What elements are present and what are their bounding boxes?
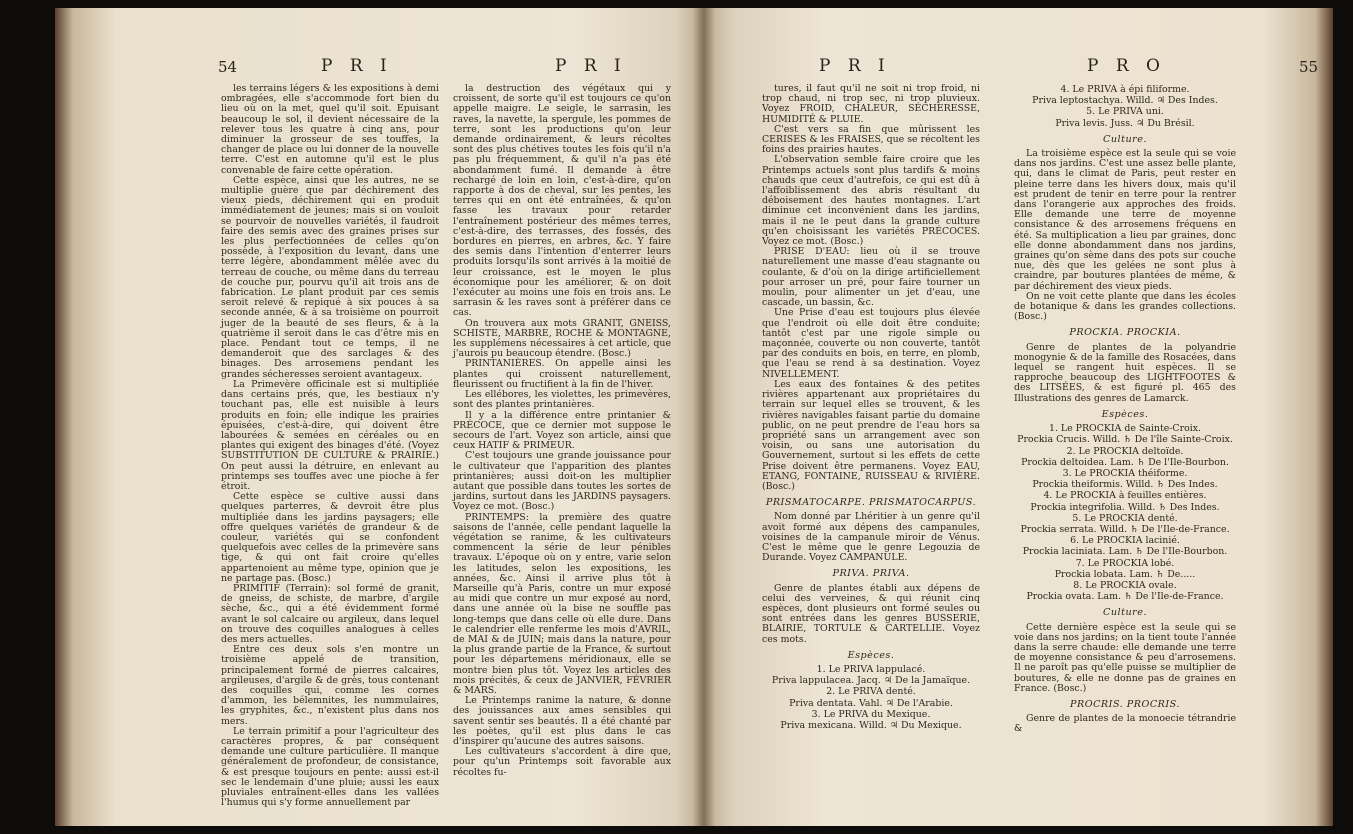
paragraph: La troisième espèce est la seule qui se voie dans nos jardins. C'est une assez belle plante, qui, dans le climat de Paris, peut rester en pleine terre dans les hivers doux, mais qu'il est prudent de tenir en terre pour la rentrer dans l'orangerie aux approches des froids. Elle demande une terre de moyenne consistance & des arrosemens fréquens en été. Sa multiplication a lieu par graines, donc elle donne abondamment dans nos jardins, graines qu'on sème dans des pots sur couche nue, dès que les gelées ne sont plus à craindre, par boutures plantées de même, & par déchirement des vieux pieds.	[1014, 148, 1236, 292]
paragraph: Genre de plantes de la polyandrie monogynie & de la famille des Rosacées, dans lequel se rangent huit espèces. Il se rapproche beaucoup des LIGHTFOOTES & des LITSÉES, & est figuré pl. 465 des Illustrations des genres de Lamarck.	[1014, 341, 1236, 404]
paragraph: Priva lappulacea. Jacq. ♃ De la Jamaïque.	[771, 675, 971, 687]
section-heading: Culture.	[1103, 133, 1147, 145]
paragraph: Les ellébores, les violettes, les primevères, sont des plantes printanières.	[453, 389, 671, 411]
section-heading: Culture.	[1103, 607, 1147, 619]
paragraph: Prockia integrifolia. Willd. ♄ Des Indes.	[1030, 501, 1220, 513]
paragraph: La Primevère officinale est si multipliée dans certains prés, que, les bestiaux n'y touchant pas, elle est nuisible à leurs produits en foin; elle indique les prairies épuisées, c'est-à-dire, qui doivent être labourées & semées en céréales ou en plantes qui exigent des binages d'été. (Voyez SUBSTITUTION DE CULTURE & PRAIRIE.) On peut aussi la détruire, en enlevant au printemps ses touffes avec une pioche à fer étroit.	[221, 378, 439, 492]
paragraph: les terrains légers & les expositions à demi ombragées, elle s'accommode fort bien du lieu où on la met, quel qu'il soit. Epuisant beaucoup le sol, il devient nécessaire de la relever tous les quatre à cinq ans, pour diminuer la grosseur de ses touffes, la changer de place ou lui donner de la nouvelle terre. C'est en automne qu'il est le plus convenable de faire cette opération.	[221, 83, 439, 176]
paragraph: 8. Le PROCKIA ovale.	[1073, 579, 1177, 591]
paragraph: Le terrain primitif a pour l'agriculteur des caractères propres, & par conséquent demande une culture particulière. Il manque généralement de profondeur, de consistance, & est presque toujours en pente: aussi est-il sec le lendemain d'une pluie; aussi les eaux pluviales entraînent-elles dans les vallées l'humus qui s'y forme annuellement par	[221, 725, 439, 809]
running-head-left-1: P R I	[321, 56, 393, 76]
paragraph: 2. Le PROCKIA deltoïde.	[1066, 445, 1184, 457]
paragraph: 1. Le PROCKIA de Sainte-Croix.	[1049, 423, 1201, 435]
paragraph: PRIMITIF (Terrain): sol formé de granit, de gneiss, de schiste, de marbre, d'argile sèche, &c., qui a été évidemment formé avant le sol calcaire ou argileux, dans lequel on trouve des coquilles analogues à celles des mers actuelles.	[221, 582, 439, 645]
paragraph: Nom donné par Lhéritier à un genre qu'il avoit formé aux dépens des campanules, voisines de la campanule miroir de Vénus. C'est le même que le genre Legouzia de Durande. Voyez CAMPANULE.	[762, 511, 980, 564]
paragraph: Les cultivateurs s'accordent à dire que, pour qu'un Printemps soit favorable aux récoltes fu-	[453, 746, 671, 778]
open-book	[55, 8, 1333, 826]
paragraph: 5. Le PROCKIA denté.	[1072, 512, 1178, 524]
paragraph: 3. Le PROCKIA théiforme.	[1062, 467, 1188, 479]
running-head-right-1: P R I	[819, 56, 891, 76]
section-heading: Espèces.	[1101, 408, 1149, 420]
paragraph: PRINTANIÈRES. On appelle ainsi les plantes qui croissent naturellement, fleurissent ou fructifient à la fin de l'hiver.	[453, 358, 671, 390]
left-column-2	[453, 84, 671, 778]
paragraph: 4. Le PRIVA à épi filiforme.	[1060, 84, 1190, 95]
paragraph: L'observation semble faire croire que les Printemps actuels sont plus tardifs & moins chauds que ceux d'autrefois, ce qui est dû à l'affoiblissement des abris résultant du déboisement des hautes montagnes. L'art diminue cet inconvénient dans les jardins, mais il ne le peut dans la grande culture qu'en choisissant les variétés PRÉCOCES. Voyez ce mot. (Bosc.)	[762, 154, 980, 248]
paragraph: C'est toujours une grande jouissance pour le cultivateur que l'apparition des plantes printanières; aussi doit-on les multiplier autant que possible dans toutes les sortes de jardins, surtout dans les JARDINS paysagers. Voyez ce mot. (Bosc.)	[453, 450, 671, 513]
paragraph: 7. Le PROCKIA lobé.	[1075, 557, 1175, 569]
paragraph: On trouvera aux mots GRANIT, GNEISS, SCHISTE, MARBRE, ROCHE & MONTAGNE, les supplémens nécessaires à cet article, que j'aurois pu beaucoup étendre. (Bosc.)	[453, 317, 671, 360]
running-head-right-2: P R O	[1087, 56, 1166, 76]
paragraph: Prockia lobata. Lam. ♄ De.....	[1054, 568, 1196, 580]
paragraph: Une Prise d'eau est toujours plus élevée que l'endroit où elle doit être conduite; tantôt c'est par une rigole simple ou maçonnée, couverte ou non couverte, tantôt par des conduits en bois, en terre, en plomb, que l'eau se rend à sa destination. Voyez NIVELLEMENT.	[762, 307, 980, 380]
paragraph: Prockia theiformis. Willd. ♄ Des Indes.	[1032, 479, 1218, 491]
paragraph: PRISE D'EAU: lieu où il se trouve naturellement une masse d'eau stagnante ou coulante, & d'où on la dirige artificiellement pour arroser un pré, pour faire tourner un moulin, pour alimenter un jet d'eau, une cascade, un bassin, &c.	[762, 246, 980, 309]
right-page	[703, 8, 1333, 826]
page-number-left: 54	[218, 58, 238, 76]
paragraph: Priva leptostachya. Willd. ♃ Des Indes.	[1032, 95, 1218, 107]
page-number-right: 55	[1299, 58, 1319, 76]
paragraph: Prockia Crucis. Willd. ♄ De l'île Sainte-Croix.	[1017, 434, 1233, 446]
left-page	[55, 8, 703, 826]
paragraph: 2. Le PRIVA denté.	[826, 686, 916, 698]
paragraph: 3. Le PRIVA du Mexique.	[811, 708, 931, 720]
book-gutter	[693, 8, 715, 826]
paragraph: C'est vers sa fin que mûrissent les CERISES & les FRAISES, que se récoltent les foins des prairies hautes.	[762, 123, 980, 156]
paragraph: Genre de plantes établi aux dépens de celui des verveines, & qui réunit cinq espèces, dont plusieurs ont formé seules ou sont entrées dans les genres BUSSERIE, BLAIRIE, TORTULE & CARTELLIE. Voyez ces mots.	[762, 582, 980, 645]
paragraph: PRINTEMPS: la première des quatre saisons de l'année, celle pendant laquelle la végétation se ranime, & les cultivateurs commencent la série de leur pénibles travaux. L'époque où on y entre, varie selon les latitudes, selon les expositions, les années, &c. Ainsi il arrive plus tôt à Marseille qu'à Paris, contre un mur exposé au midi que contre un mur exposé au nord, dans une année où la bise ne souffle pas long-temps que dans celle où elle dure. Dans le calendrier elle renferme les mois d'AVRIL, de MAI & de JUIN; mais dans la nature, pour la plus grande partie de la France, & surtout pour les départemens méridionaux, elle se montre bien plus tôt. Voyez les articles des mois précités, & ceux de JANVIER, FÉVRIER & MARS.	[453, 511, 671, 696]
paragraph: 1. Le PRIVA lappulacé.	[816, 663, 926, 675]
running-head-left-2: P R I	[555, 56, 627, 76]
paragraph: Il y a la différence entre printanier & PRÉCOCE, que ce dernier mot suppose le secours de l'art. Voyez son article, ainsi que ceux HATIF & PRIMEUR.	[453, 409, 671, 452]
paragraph: On ne voit cette plante que dans les écoles de botanique & dans les grandes collections. (Bosc.)	[1014, 290, 1236, 323]
paragraph: 4. Le PROCKIA à feuilles entières.	[1043, 490, 1207, 502]
paragraph: 5. Le PRIVA uni.	[1086, 106, 1164, 118]
paragraph: Prockia serrata. Willd. ♄ De l'Ile-de-France.	[1020, 523, 1230, 535]
paragraph: Cette espèce, ainsi que les autres, ne se multiplie guère que par déchirement des vieux pieds, déchirement qui en produit immédiatement de jeunes; mais si on vouloit se pourvoir de nouvelles variétés, il faudroit faire des semis avec des graines prises sur les plus perfectionnées de celles qu'on possède, à l'exposition du levant, dans une terre légère, abondamment mêlée avec du terreau de couche, ou même dans du terreau de couche pur, pourvu qu'il ait trois ans de fabrication. Le plant produit par ces semis seroit relevé & repiqué à six pouces à sa seconde année, & à sa troisième on pourroit juger de la beauté de ses fleurs, & à la quatrième il seroit dans le cas d'être mis en place. Pendant tout ce temps, il ne demanderoit que des sarclages & des binages. Des arrosemens pendant les grandes sécheresses seroient avantageux.	[221, 174, 439, 380]
right-column-1	[762, 84, 980, 732]
section-heading: PROCKIA. PROCKIA.	[1069, 327, 1181, 339]
paragraph: Prockia ovata. Lam. ♄ De l'Ile-de-France.	[1026, 591, 1224, 603]
right-column-2	[1014, 84, 1236, 735]
paragraph: Genre de plantes de la monoecie tétrandrie &	[1014, 713, 1236, 735]
paragraph: Prockia laciniata. Lam. ♄ De l'Ile-Bourbon.	[1022, 546, 1228, 558]
section-heading: PRIVA. PRIVA.	[832, 568, 910, 580]
paragraph: Le Printemps ranime la nature, & donne des jouissances aux ames sensibles qui savent sentir ses beautés. Il a été chanté par les poètes, qu'il est plus dans le cas d'inspirer qu'aucune des autres saisons.	[453, 695, 671, 747]
paragraph: Entre ces deux sols s'en montre un troisième appelé de transition, principalement formé de pierres calcaires, argileuses, d'argile & de grès, tous contenant des coquilles qui, comme les cornes d'ammon, les bélemnites, les nummulaires, les gryphites, &c., n'existent plus dans nos mers.	[221, 644, 439, 727]
paragraph: Priva dentata. Vahl. ♃ De l'Arabie.	[789, 697, 953, 709]
paragraph: Cette espèce se cultive aussi dans quelques parterres, & devroit être plus multipliée dans les jardins paysagers; elle offre quelques variétés de grandeur & de couleur, variétés qui se confondent quelquefois avec celles de la primevère sans tige, & qui ont fait croire qu'elles appartenoient au même type, opinion que je ne partage pas. (Bosc.)	[221, 491, 439, 584]
section-heading: PRISMATOCARPE. PRISMATOCARPUS.	[765, 497, 977, 509]
paragraph: 6. Le PROCKIA lacinié.	[1070, 535, 1180, 547]
paragraph: Priva levis. Juss. ♃ Du Brésil.	[1055, 117, 1195, 129]
paragraph: la destruction des végétaux qui y croissent, de sorte qu'il est toujours ce qu'on appelle maigre. Le seigle, le sarrasin, les raves, la navette, la spergule, les pommes de terre, sont les productions qu'on leur demande ordinairement, & leurs récoltes sont des plus chétives toutes les fois qu'il n'a pas plu fréquemment, & qu'il n'a pas été abondamment fumé. Il demande à être rechargé de loin en loin, c'est-à-dire, qu'on rapporte à dos de cheval, sur les pentes, les terres qui en ont été entraînées, & qu'on fasse les travaux pour retarder l'entraînement postérieur des mêmes terres, c'est-à-dire, des terrasses, des fossés, des bordures en pierres, en arbres, &c. Y faire des semis dans l'intention d'enterrer leurs produits lorsqu'ils sont arrivés à la moitié de leur croissance, est le moyen le plus économique pour les améliorer, & on doit l'exécuter au moins une fois en trois ans. Le sarrasin & les raves sont à préférer dans ce cas.	[453, 83, 671, 319]
paragraph: Cette dernière espèce est la seule qui se voie dans nos jardins; on la tient toute l'année dans la serre chaude: elle demande une terre de moyenne consistance & peu d'arrosemens. Il ne paroît pas qu'elle puisse se multiplier de boutures, & elle ne donne pas de graines en France. (Bosc.)	[1014, 621, 1236, 694]
paragraph: Prockia deltoidea. Lam. ♄ De l'Ile-Bourbon.	[1021, 456, 1229, 468]
section-heading: PROCRIS. PROCRIS.	[1070, 698, 1180, 710]
paragraph: Les eaux des fontaines & des petites rivières appartenant aux propriétaires du terrain sur lequel elles se trouvent, & les rivières navigables faisant partie du domaine public, on ne peut prendre de l'eau hors sa propriété sans un arrangement avec son voisin, ou sans une autorisation du Gouvernement, surtout si les effets de cette Prise doivent être permanens. Voyez EAU, ETANG, FONTAINE, RUISSEAU & RIVIÈRE. (Bosc.)	[762, 378, 980, 492]
paragraph: tures, il faut qu'il ne soit ni trop froid, ni trop chaud, ni trop sec, ni trop pluvieux. Voyez FROID, CHALEUR, SÉCHERESSE, HUMIDITÉ & PLUIE.	[762, 83, 980, 125]
left-column-1	[221, 84, 439, 808]
paragraph: Priva mexicana. Willd. ♃ Du Mexique.	[780, 719, 962, 731]
section-heading: Espèces.	[847, 649, 895, 661]
